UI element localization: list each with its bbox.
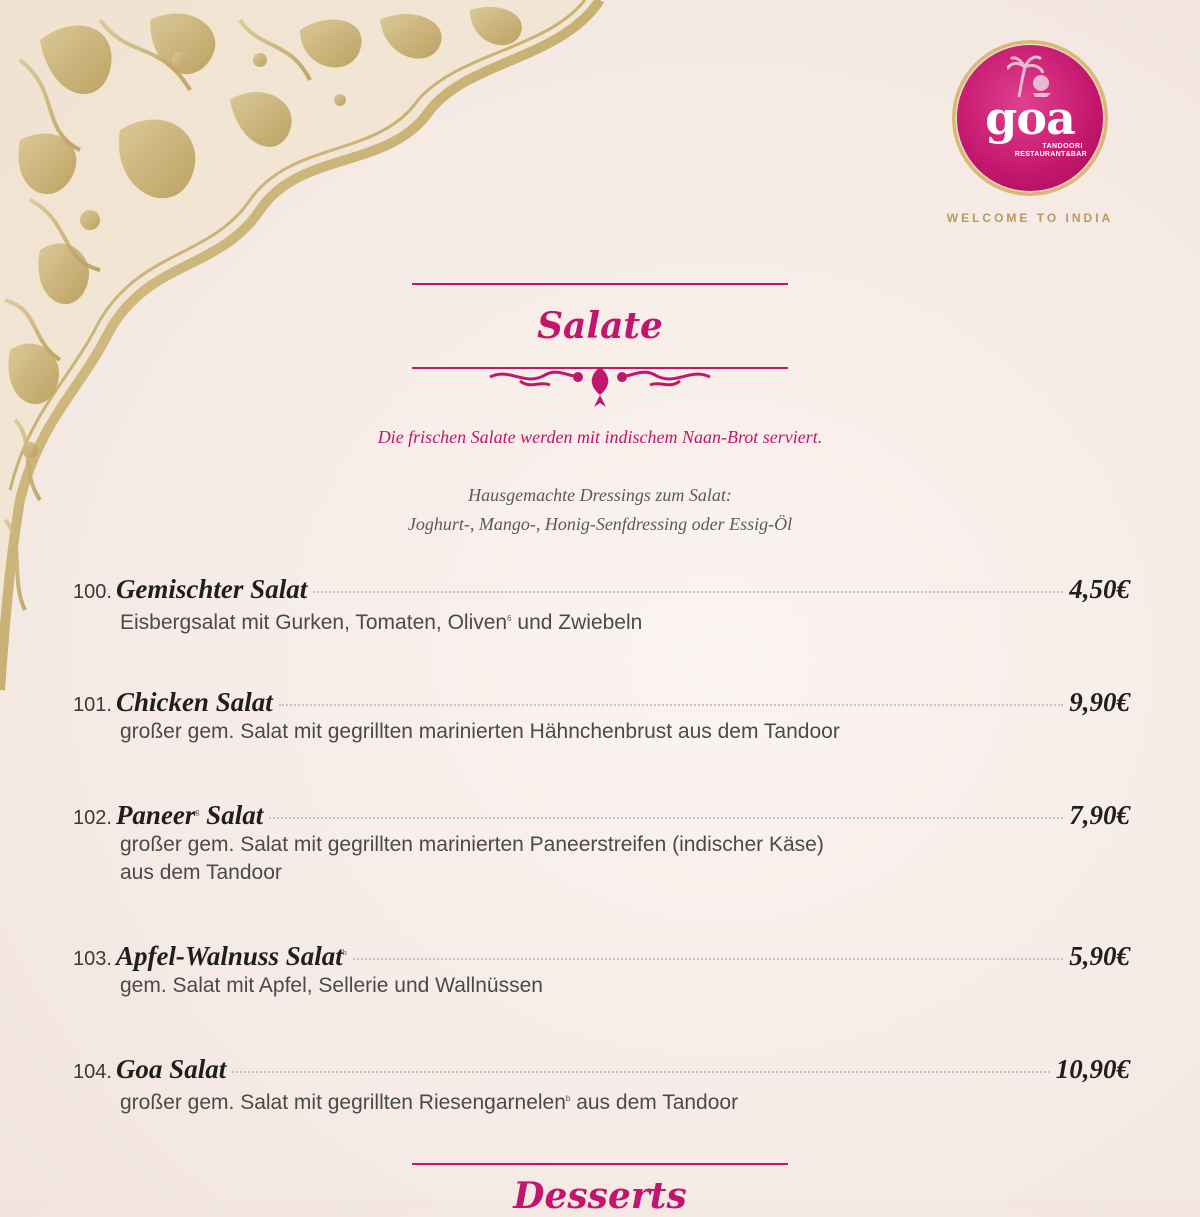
next-section-title: Desserts (513, 1175, 687, 1217)
item-price: 9,90€ (1069, 687, 1130, 717)
dotted-leader (353, 958, 1064, 960)
item-name: Apfel-Walnuss Salat$^h$ (115, 941, 347, 971)
item-name: Gemischter Salat (115, 574, 308, 604)
allergen-marker: 6 (507, 614, 512, 623)
menu-item (73, 941, 1130, 1000)
item-name: Paneer$^g$ Salat (115, 800, 264, 830)
item-price: 7,90€ (1069, 800, 1130, 830)
item-price: 5,90€ (1069, 941, 1130, 971)
menu-item (73, 574, 1130, 637)
title-top-rule (412, 283, 788, 285)
item-description: großer gem. Salat mit gegrillten marinierten Hähnchenbrust aus dem Tandoor (120, 720, 840, 743)
item-price: 4,50€ (1069, 574, 1130, 604)
section-title: Salate (537, 305, 663, 347)
dotted-leader (313, 591, 1063, 593)
restaurant-logo (952, 40, 1108, 196)
item-name: Goa Salat (115, 1054, 227, 1084)
dressing-heading: Hausgemachte Dressings zum Salat: (468, 485, 732, 505)
item-number: 102. (73, 807, 112, 829)
logo-subtitle-restaurant: RESTAURANT&BAR (1014, 151, 1087, 158)
flourish-ornament-icon (480, 365, 720, 411)
item-name: Chicken Salat (115, 687, 273, 717)
item-number: 103. (73, 948, 112, 970)
dressing-info (0, 481, 1200, 539)
item-description: gem. Salat mit Apfel, Sellerie und Wallnüssen (120, 974, 543, 997)
logo-tagline: WELCOME TO INDIA (946, 211, 1114, 225)
intro-text: Die frischen Salate werden mit indischem Naan-Brot serviert. (377, 427, 823, 447)
restaurant-logo-block (930, 40, 1130, 225)
allergen-marker: b (565, 1094, 571, 1103)
dressing-options: Joghurt-, Mango-, Honig-Senfdressing oder Essig-Öl (407, 514, 793, 534)
logo-brand-text: goa (985, 91, 1075, 145)
item-description: großer gem. Salat mit gegrillten marinierten Paneerstreifen (indischer Käse) aus dem Tandoor (120, 833, 824, 884)
item-description: großer gem. Salat mit gegrillten Riesengarnelen$^b$ aus dem Tandoor (120, 1091, 739, 1114)
allergen-marker: g (195, 807, 200, 816)
item-price: 10,90€ (1055, 1054, 1130, 1084)
dotted-leader (269, 817, 1063, 819)
item-number: 100. (73, 581, 112, 603)
allergen-marker: h (342, 948, 347, 957)
dotted-leader (279, 704, 1064, 706)
logo-subtitle-tandoori: TANDOORI (1042, 143, 1083, 150)
next-section-rule (412, 1163, 788, 1165)
item-number: 101. (73, 694, 112, 716)
dotted-leader (232, 1071, 1050, 1073)
menu-item (73, 800, 1130, 887)
item-description: Eisbergsalat mit Gurken, Tomaten, Oliven$^6$ und Zwiebeln (120, 611, 643, 634)
menu-item (73, 687, 1130, 746)
item-number: 104. (73, 1061, 112, 1083)
menu-item (73, 1054, 1130, 1117)
